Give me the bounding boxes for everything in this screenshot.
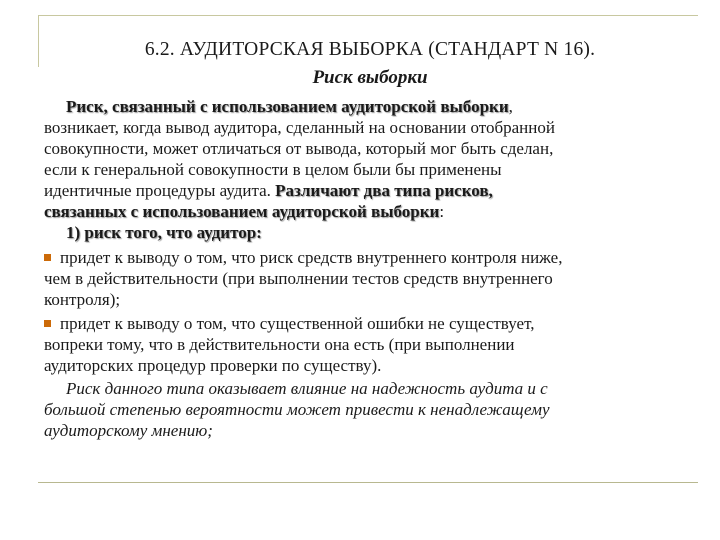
para1-line-5 bbox=[44, 180, 694, 201]
slide-body bbox=[44, 96, 694, 441]
bullet-2-line-1 bbox=[44, 313, 694, 334]
para1-emphasis: Риск, связанный с использованием аудиторской выборки bbox=[66, 97, 509, 116]
bullet-1-line-3: контроля); bbox=[44, 290, 121, 309]
bullet-2-text: придет к выводу о том, что существенной ошибки не существует, bbox=[60, 314, 535, 333]
bullet-square-icon bbox=[44, 254, 51, 261]
para1-line-5-text: идентичные процедуры аудита. bbox=[44, 181, 276, 200]
para1-line-4: если к генеральной совокупности в целом были бы применены bbox=[44, 160, 502, 179]
slide-subtitle: Риск выборки bbox=[312, 67, 428, 88]
item1-heading: 1) риск того, что аудитор: bbox=[66, 223, 262, 242]
risk-types-emphasis-cont: связанных с использованием аудиторской выборки bbox=[44, 202, 440, 221]
conclusion-line-3: аудиторскому мнению; bbox=[44, 421, 213, 440]
slide-title: 6.2. АУДИТОРСКАЯ ВЫБОРКА (СТАНДАРТ N 16). bbox=[144, 39, 596, 60]
bullet-1-line-2: чем в действительности (при выполнении тестов средств внутреннего bbox=[44, 269, 553, 288]
para1-line-2: возникает, когда вывод аудитора, сделанный на основании отобранной bbox=[44, 118, 555, 137]
para1-comma: , bbox=[508, 97, 513, 116]
para1-line-3: совокупности, может отличаться от вывода, который мог быть сделан, bbox=[44, 139, 554, 158]
bullet-1-line-1 bbox=[44, 247, 694, 268]
bullet-1-text: придет к выводу о том, что риск средств внутреннего контроля ниже, bbox=[60, 248, 563, 267]
conclusion-line-2: большой степенью вероятности может привести к ненадлежащему bbox=[44, 400, 550, 419]
left-border-line bbox=[38, 15, 39, 67]
bullet-2-line-2: вопреки тому, что в действительности она есть (при выполнении bbox=[44, 335, 515, 354]
top-border-line bbox=[38, 15, 698, 16]
bullet-2-line-3: аудиторских процедур проверки по существу). bbox=[44, 356, 382, 375]
risk-types-emphasis: Различают два типа рисков, bbox=[275, 181, 493, 200]
para1-colon: : bbox=[439, 202, 445, 221]
para1-line-1 bbox=[44, 96, 694, 117]
bottom-border-line bbox=[38, 482, 698, 483]
conclusion-line-1: Риск данного типа оказывает влияние на надежность аудита и с bbox=[66, 379, 548, 398]
para1-line-6 bbox=[44, 201, 694, 222]
bullet-square-icon bbox=[44, 320, 51, 327]
